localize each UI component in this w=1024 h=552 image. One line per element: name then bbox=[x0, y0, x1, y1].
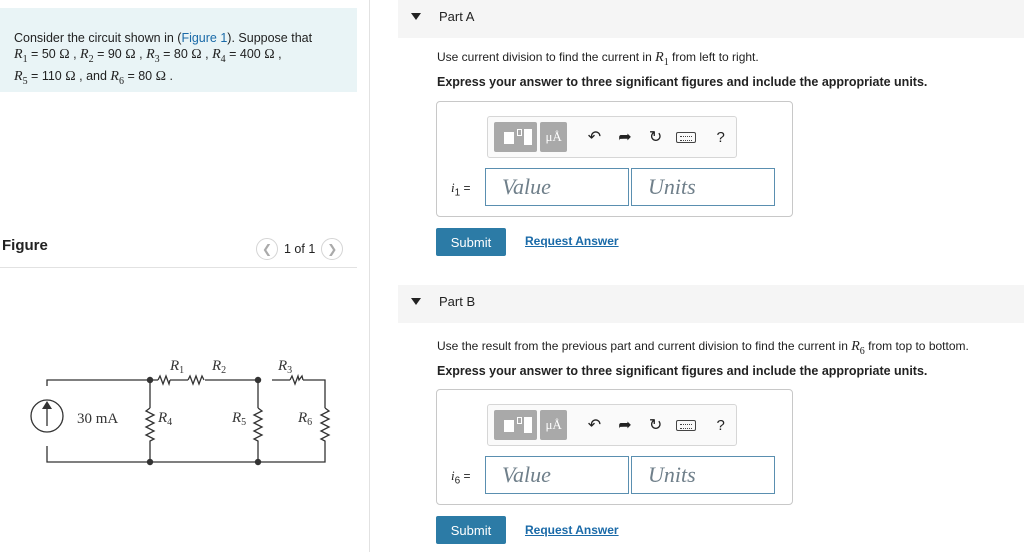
part-b-instruction: Express your answer to three significant figures and include the appropriate units. bbox=[437, 364, 928, 378]
part-a-instruction: Express your answer to three significant figures and include the appropriate units. bbox=[437, 75, 928, 89]
part-a-prompt: Use current division to find the current in $R_1$ from left to right. bbox=[437, 50, 759, 68]
value-input[interactable]: Value bbox=[485, 168, 629, 206]
answer-panel bbox=[398, 0, 1024, 552]
problem-statement: Consider the circuit shown in (Figure 1). Suppose that $R_1 = 50$ Ω , $R_2 = 90$ Ω , $R_3 = 80$ Ω , $R_4 = 400$ Ω , $R_5 = 110$ Ω , and $R_6 = 80$ Ω . bbox=[0, 8, 357, 92]
circuit-diagram bbox=[20, 350, 340, 475]
redo-icon[interactable]: ➦ bbox=[618, 129, 632, 146]
math-toolbar bbox=[487, 404, 737, 446]
r5-label: $R_5$ bbox=[232, 410, 247, 428]
r6-label: $R_6$ bbox=[298, 410, 313, 428]
request-answer-link[interactable]: Request Answer bbox=[525, 234, 619, 248]
value-input[interactable]: Value bbox=[485, 456, 629, 494]
chevron-left-icon[interactable]: ❮ bbox=[256, 238, 278, 260]
variable-label: $i_1$ = bbox=[451, 180, 471, 199]
undo-icon[interactable]: ↶ bbox=[587, 417, 602, 434]
submit-button[interactable]: Submit bbox=[436, 516, 506, 544]
part-a-header[interactable]: Part A bbox=[398, 0, 1024, 38]
templates-icon[interactable] bbox=[494, 410, 537, 440]
keyboard-icon[interactable] bbox=[671, 410, 702, 440]
math-toolbar bbox=[487, 116, 737, 158]
templates-icon[interactable] bbox=[494, 122, 537, 152]
part-b-header[interactable]: Part B bbox=[398, 285, 1024, 323]
request-answer-link[interactable]: Request Answer bbox=[525, 523, 619, 537]
units-input[interactable]: Units bbox=[631, 456, 775, 494]
units-input[interactable]: Units bbox=[631, 168, 775, 206]
figure-pager bbox=[256, 237, 343, 261]
part-a-answer-box bbox=[436, 101, 793, 217]
help-icon[interactable]: ? bbox=[716, 128, 725, 146]
submit-button[interactable]: Submit bbox=[436, 228, 506, 256]
part-b-prompt: Use the result from the previous part and current division to find the current in $R_6$ from top to bottom. bbox=[437, 339, 969, 357]
redo-icon[interactable]: ➦ bbox=[618, 417, 632, 434]
undo-icon[interactable]: ↶ bbox=[587, 129, 602, 146]
r1-label: $R_1$ bbox=[170, 358, 185, 376]
page-indicator: 1 of 1 bbox=[284, 242, 316, 256]
reset-icon[interactable]: ↻ bbox=[648, 417, 663, 434]
r3-label: $R_3$ bbox=[278, 358, 293, 376]
figure-header bbox=[0, 228, 357, 268]
r2-label: $R_2$ bbox=[212, 358, 227, 376]
source-label: 30 mA bbox=[77, 411, 119, 427]
units-icon[interactable]: μÅ bbox=[540, 410, 567, 440]
units-icon[interactable]: μÅ bbox=[540, 122, 567, 152]
problem-panel bbox=[0, 0, 370, 552]
r4-label: $R_4$ bbox=[158, 410, 173, 428]
reset-icon[interactable]: ↻ bbox=[648, 129, 663, 146]
chevron-right-icon[interactable]: ❯ bbox=[321, 238, 343, 260]
figure-label: Figure bbox=[2, 237, 48, 254]
figure-link[interactable]: Figure 1 bbox=[181, 31, 228, 45]
keyboard-icon[interactable] bbox=[671, 122, 702, 152]
collapse-triangle-icon[interactable] bbox=[411, 298, 421, 305]
help-icon[interactable]: ? bbox=[716, 416, 725, 434]
variable-label: $i_6$ = bbox=[451, 468, 471, 487]
part-b-answer-box bbox=[436, 389, 793, 505]
collapse-triangle-icon[interactable] bbox=[411, 13, 421, 20]
